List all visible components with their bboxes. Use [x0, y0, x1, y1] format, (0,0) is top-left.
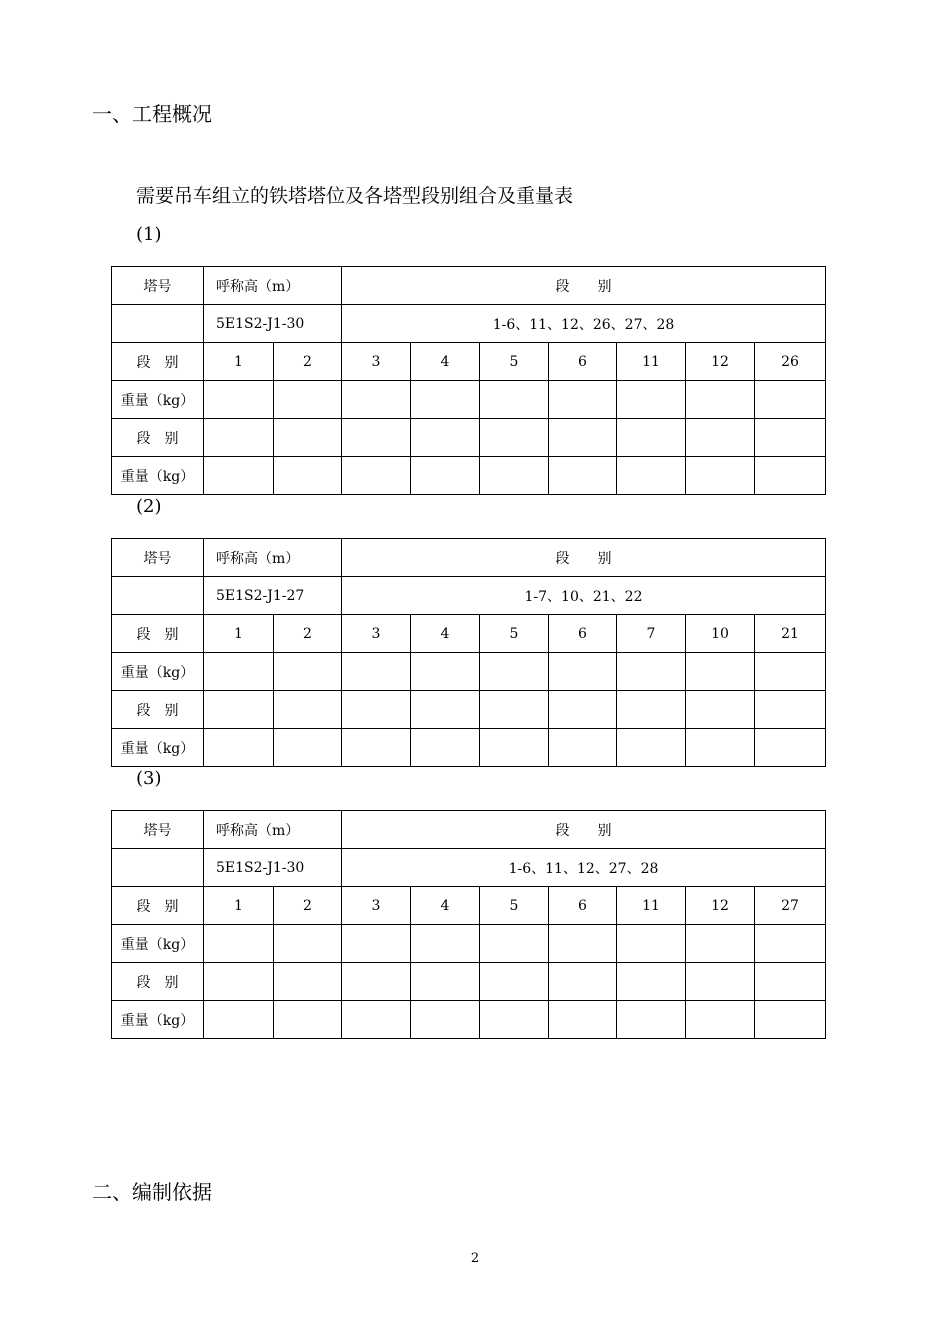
weight-row-label: 重量（kg）: [112, 653, 204, 691]
segment-row: [112, 615, 826, 653]
empty-cell: [480, 653, 549, 691]
segment-row-2: [112, 691, 826, 729]
segment-row-2-label: 段 别: [112, 963, 204, 1001]
segment-number-cell: 2: [274, 343, 342, 381]
empty-cell: [274, 729, 342, 767]
empty-cell: [342, 381, 411, 419]
empty-cell: [686, 653, 755, 691]
segment-row-2: [112, 963, 826, 1001]
empty-cell: [480, 963, 549, 1001]
empty-cell: [617, 729, 686, 767]
segment-number-cell: 21: [755, 615, 826, 653]
empty-cell: [617, 653, 686, 691]
empty-cell: [686, 1001, 755, 1039]
empty-cell: [204, 729, 274, 767]
segment-header: 段 别: [342, 539, 826, 577]
segment-number-cell: 27: [755, 887, 826, 925]
empty-cell: [480, 419, 549, 457]
empty-cell: [204, 381, 274, 419]
header-row: [112, 539, 826, 577]
empty-cell: [686, 729, 755, 767]
empty-cell: [204, 653, 274, 691]
tower-type-cell: 5E1S2-J1-27: [204, 577, 342, 615]
tower-type-cell: 5E1S2-J1-30: [204, 305, 342, 343]
intro-paragraph: 需要吊车组立的铁塔塔位及各塔型段别组合及重量表: [136, 185, 574, 207]
segment-number-cell: 26: [755, 343, 826, 381]
table-index-label: (1): [136, 224, 162, 245]
nominal-height-header: 呼称高（m）: [204, 267, 342, 305]
segment-number-cell: 5: [480, 887, 549, 925]
weight-row-2-label: 重量（kg）: [112, 1001, 204, 1039]
segment-number-cell: 10: [686, 615, 755, 653]
empty-cell: [617, 963, 686, 1001]
empty-cell: [755, 729, 826, 767]
segment-row-label: 段 别: [112, 887, 204, 925]
table-index-label: (2): [136, 496, 162, 517]
empty-cell: [411, 381, 480, 419]
empty-cell: [411, 963, 480, 1001]
empty-cell: [549, 691, 617, 729]
empty-cell: [549, 925, 617, 963]
empty-cell: [274, 963, 342, 1001]
nominal-height-header: 呼称高（m）: [204, 539, 342, 577]
empty-cell: [204, 1001, 274, 1039]
nominal-height-header: 呼称高（m）: [204, 811, 342, 849]
empty-cell: [411, 419, 480, 457]
empty-cell: [549, 729, 617, 767]
empty-cell: [411, 729, 480, 767]
segment-row-2-label: 段 别: [112, 419, 204, 457]
segment-row-2-label: 段 别: [112, 691, 204, 729]
weight-row: [112, 925, 826, 963]
tower-no-header: 塔号: [112, 811, 204, 849]
segment-number-cell: 3: [342, 615, 411, 653]
empty-cell: [274, 419, 342, 457]
tower-no-cell: [112, 849, 204, 887]
tower-type-row: [112, 305, 826, 343]
section-1-heading: 一、工程概况: [92, 102, 212, 126]
empty-cell: [342, 729, 411, 767]
empty-cell: [274, 925, 342, 963]
segment-number-cell: 6: [549, 343, 617, 381]
weight-row-2: [112, 1001, 826, 1039]
segment-row-label: 段 别: [112, 343, 204, 381]
segment-number-cell: 3: [342, 887, 411, 925]
empty-cell: [617, 457, 686, 495]
empty-cell: [274, 691, 342, 729]
empty-cell: [549, 419, 617, 457]
empty-cell: [411, 653, 480, 691]
empty-cell: [411, 691, 480, 729]
segment-number-cell: 6: [549, 615, 617, 653]
weight-row: [112, 653, 826, 691]
empty-cell: [411, 457, 480, 495]
segment-number-cell: 1: [204, 615, 274, 653]
tower-type-row: [112, 577, 826, 615]
empty-cell: [342, 925, 411, 963]
empty-cell: [686, 381, 755, 419]
empty-cell: [617, 925, 686, 963]
header-row: [112, 811, 826, 849]
empty-cell: [480, 729, 549, 767]
empty-cell: [686, 419, 755, 457]
segment-combination-cell: 1-6、11、12、26、27、28: [342, 305, 826, 343]
header-row: [112, 267, 826, 305]
weight-row-2: [112, 457, 826, 495]
empty-cell: [617, 419, 686, 457]
tower-no-cell: [112, 577, 204, 615]
empty-cell: [274, 381, 342, 419]
empty-cell: [480, 925, 549, 963]
segment-combination-cell: 1-6、11、12、27、28: [342, 849, 826, 887]
empty-cell: [342, 1001, 411, 1039]
segment-header: 段 别: [342, 811, 826, 849]
segment-number-cell: 4: [411, 615, 480, 653]
empty-cell: [411, 1001, 480, 1039]
segment-number-cell: 5: [480, 615, 549, 653]
empty-cell: [686, 457, 755, 495]
weight-row-2-label: 重量（kg）: [112, 729, 204, 767]
empty-cell: [755, 653, 826, 691]
empty-cell: [549, 457, 617, 495]
tower-type-row: [112, 849, 826, 887]
segment-header: 段 别: [342, 267, 826, 305]
segment-number-cell: 1: [204, 887, 274, 925]
empty-cell: [617, 1001, 686, 1039]
segment-number-cell: 2: [274, 887, 342, 925]
segment-row: [112, 887, 826, 925]
segment-row-2: [112, 419, 826, 457]
tower-type-cell: 5E1S2-J1-30: [204, 849, 342, 887]
page-number: 2: [470, 1251, 480, 1266]
empty-cell: [686, 963, 755, 1001]
segment-number-cell: 12: [686, 887, 755, 925]
empty-cell: [204, 963, 274, 1001]
segment-weight-table: [111, 266, 826, 495]
empty-cell: [204, 691, 274, 729]
empty-cell: [342, 457, 411, 495]
segment-number-cell: 5: [480, 343, 549, 381]
empty-cell: [755, 925, 826, 963]
tower-no-header: 塔号: [112, 539, 204, 577]
segment-number-cell: 4: [411, 343, 480, 381]
empty-cell: [204, 925, 274, 963]
empty-cell: [342, 419, 411, 457]
section-2-heading: 二、编制依据: [92, 1180, 212, 1204]
segment-number-cell: 11: [617, 343, 686, 381]
empty-cell: [755, 419, 826, 457]
empty-cell: [342, 691, 411, 729]
segment-combination-cell: 1-7、10、21、22: [342, 577, 826, 615]
empty-cell: [549, 1001, 617, 1039]
empty-cell: [480, 691, 549, 729]
empty-cell: [617, 691, 686, 729]
empty-cell: [274, 1001, 342, 1039]
empty-cell: [480, 457, 549, 495]
empty-cell: [204, 457, 274, 495]
empty-cell: [617, 381, 686, 419]
segment-row-label: 段 别: [112, 615, 204, 653]
empty-cell: [204, 419, 274, 457]
empty-cell: [274, 457, 342, 495]
empty-cell: [480, 1001, 549, 1039]
weight-row-2-label: 重量（kg）: [112, 457, 204, 495]
empty-cell: [755, 1001, 826, 1039]
segment-number-cell: 3: [342, 343, 411, 381]
segment-number-cell: 7: [617, 615, 686, 653]
empty-cell: [549, 653, 617, 691]
empty-cell: [755, 963, 826, 1001]
weight-row-2: [112, 729, 826, 767]
weight-row-label: 重量（kg）: [112, 925, 204, 963]
empty-cell: [686, 691, 755, 729]
segment-number-cell: 6: [549, 887, 617, 925]
segment-weight-table: [111, 810, 826, 1039]
segment-number-cell: 2: [274, 615, 342, 653]
empty-cell: [755, 457, 826, 495]
segment-row: [112, 343, 826, 381]
empty-cell: [686, 925, 755, 963]
empty-cell: [274, 653, 342, 691]
empty-cell: [480, 381, 549, 419]
segment-number-cell: 12: [686, 343, 755, 381]
segment-number-cell: 4: [411, 887, 480, 925]
empty-cell: [411, 925, 480, 963]
tower-no-cell: [112, 305, 204, 343]
empty-cell: [549, 963, 617, 1001]
empty-cell: [755, 691, 826, 729]
empty-cell: [342, 963, 411, 1001]
weight-row: [112, 381, 826, 419]
tower-no-header: 塔号: [112, 267, 204, 305]
empty-cell: [755, 381, 826, 419]
empty-cell: [549, 381, 617, 419]
weight-row-label: 重量（kg）: [112, 381, 204, 419]
table-index-label: (3): [136, 768, 162, 789]
segment-weight-table: [111, 538, 826, 767]
segment-number-cell: 11: [617, 887, 686, 925]
empty-cell: [342, 653, 411, 691]
segment-number-cell: 1: [204, 343, 274, 381]
